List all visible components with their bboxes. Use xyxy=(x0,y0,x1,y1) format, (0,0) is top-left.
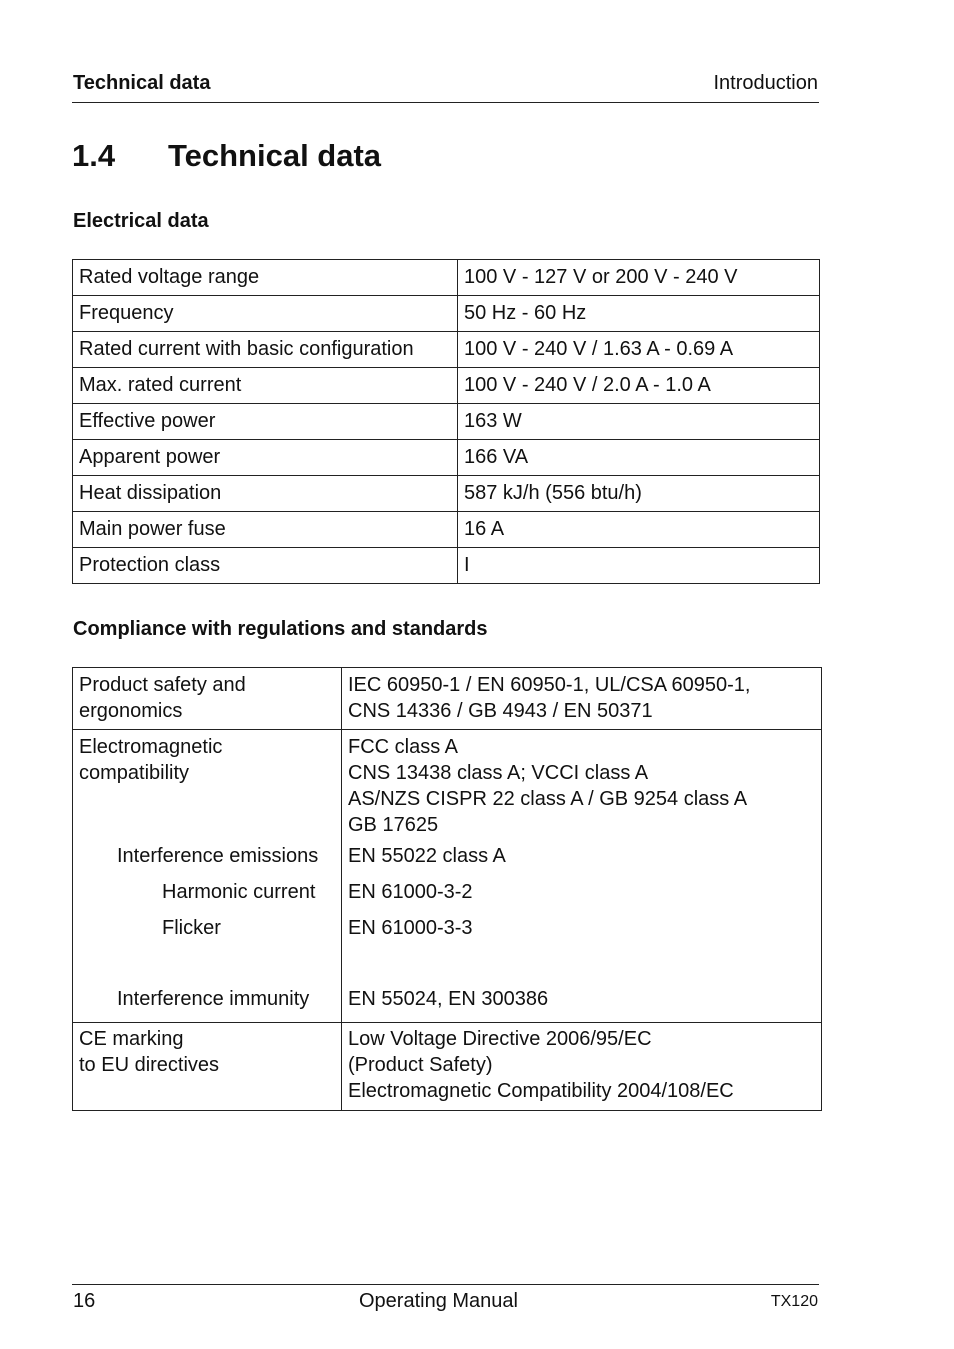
header-rule xyxy=(72,102,819,103)
flicker-value: EN 61000-3-3 xyxy=(348,917,473,939)
interference-immunity-label: Interference immunity xyxy=(117,988,310,1010)
table-row xyxy=(73,440,820,476)
table-cell-label: Max. rated current xyxy=(73,368,458,404)
safety-value-cell xyxy=(342,668,822,730)
table-row xyxy=(73,296,820,332)
ce-value-line: Low Voltage Directive 2006/95/EC xyxy=(348,1028,652,1050)
ce-label-line: CE marking xyxy=(79,1028,184,1050)
table-cell-value: 50 Hz - 60 Hz xyxy=(458,296,820,332)
table-cell-label: Rated voltage range xyxy=(73,260,458,296)
section-title: Technical data xyxy=(168,138,382,173)
table-cell-value: 100 V - 240 V / 1.63 A - 0.69 A xyxy=(458,332,820,368)
table-cell-label: Frequency xyxy=(73,296,458,332)
table-row xyxy=(73,332,820,368)
table-cell-value: 100 V - 127 V or 200 V - 240 V xyxy=(458,260,820,296)
table-row xyxy=(73,368,820,404)
table-cell-label: Apparent power xyxy=(73,440,458,476)
table-row xyxy=(73,404,820,440)
table-cell-label: Rated current with basic configuration xyxy=(73,332,458,368)
interference-emissions-label: Interference emissions xyxy=(117,845,319,867)
table-cell-label: Protection class xyxy=(73,548,458,584)
electrical-data-table xyxy=(72,259,820,584)
interference-emissions-value: EN 55022 class A xyxy=(348,845,506,867)
running-header-chapter: Introduction xyxy=(713,72,818,94)
ce-value-cell xyxy=(342,1023,822,1111)
emc-label-cell xyxy=(73,730,342,1023)
footer-rule xyxy=(72,1284,819,1285)
electrical-data-heading: Electrical data xyxy=(73,210,209,232)
emc-label-line: Electromagnetic xyxy=(79,736,223,758)
emc-value-line: FCC class A xyxy=(348,736,459,758)
safety-value-line: IEC 60950-1 / EN 60950-1, UL/CSA 60950-1, xyxy=(348,674,751,696)
safety-label-line: Product safety and xyxy=(79,674,246,696)
ce-value-line: (Product Safety) xyxy=(348,1054,493,1076)
table-cell-value: I xyxy=(458,548,820,584)
table-row xyxy=(73,512,820,548)
section-number: 1.4 xyxy=(72,138,116,173)
table-cell-value: 16 A xyxy=(458,512,820,548)
emc-value-cell xyxy=(342,730,822,1023)
ce-label-cell xyxy=(73,1023,342,1111)
table-cell-value: 100 V - 240 V / 2.0 A - 1.0 A xyxy=(458,368,820,404)
interference-immunity-value: EN 55024, EN 300386 xyxy=(348,988,549,1010)
table-row xyxy=(73,668,822,730)
emc-value-line: CNS 13438 class A; VCCI class A xyxy=(348,762,649,784)
table-row xyxy=(73,260,820,296)
safety-value-line: CNS 14336 / GB 4943 / EN 50371 xyxy=(348,700,653,722)
table-row xyxy=(73,476,820,512)
emc-label-line: compatibility xyxy=(79,762,190,784)
table-cell-label: Effective power xyxy=(73,404,458,440)
table-cell-value: 587 kJ/h (556 btu/h) xyxy=(458,476,820,512)
table-row xyxy=(73,1023,822,1111)
harmonic-current-value: EN 61000-3-2 xyxy=(348,881,473,903)
table-cell-label: Main power fuse xyxy=(73,512,458,548)
running-header-title: Technical data xyxy=(73,72,211,94)
compliance-heading: Compliance with regulations and standards xyxy=(73,618,488,640)
ce-label-line: to EU directives xyxy=(79,1054,220,1076)
table-row xyxy=(73,548,820,584)
safety-label-cell xyxy=(73,668,342,730)
section-heading xyxy=(72,138,381,174)
table-row xyxy=(73,730,822,1023)
emc-value-line: AS/NZS CISPR 22 class A / GB 9254 class A xyxy=(348,788,748,810)
flicker-label: Flicker xyxy=(162,917,221,939)
page-number: 16 xyxy=(73,1290,96,1312)
harmonic-current-label: Harmonic current xyxy=(162,881,316,903)
emc-value-line: GB 17625 xyxy=(348,814,439,836)
ce-value-line: Electromagnetic Compatibility 2004/108/EC xyxy=(348,1080,734,1102)
table-cell-value: 163 W xyxy=(458,404,820,440)
compliance-table xyxy=(72,667,822,1111)
table-cell-label: Heat dissipation xyxy=(73,476,458,512)
table-cell-value: 166 VA xyxy=(458,440,820,476)
footer-document-title: Operating Manual xyxy=(359,1290,518,1312)
safety-label-line: ergonomics xyxy=(79,700,183,722)
footer-model: TX120 xyxy=(770,1293,818,1310)
